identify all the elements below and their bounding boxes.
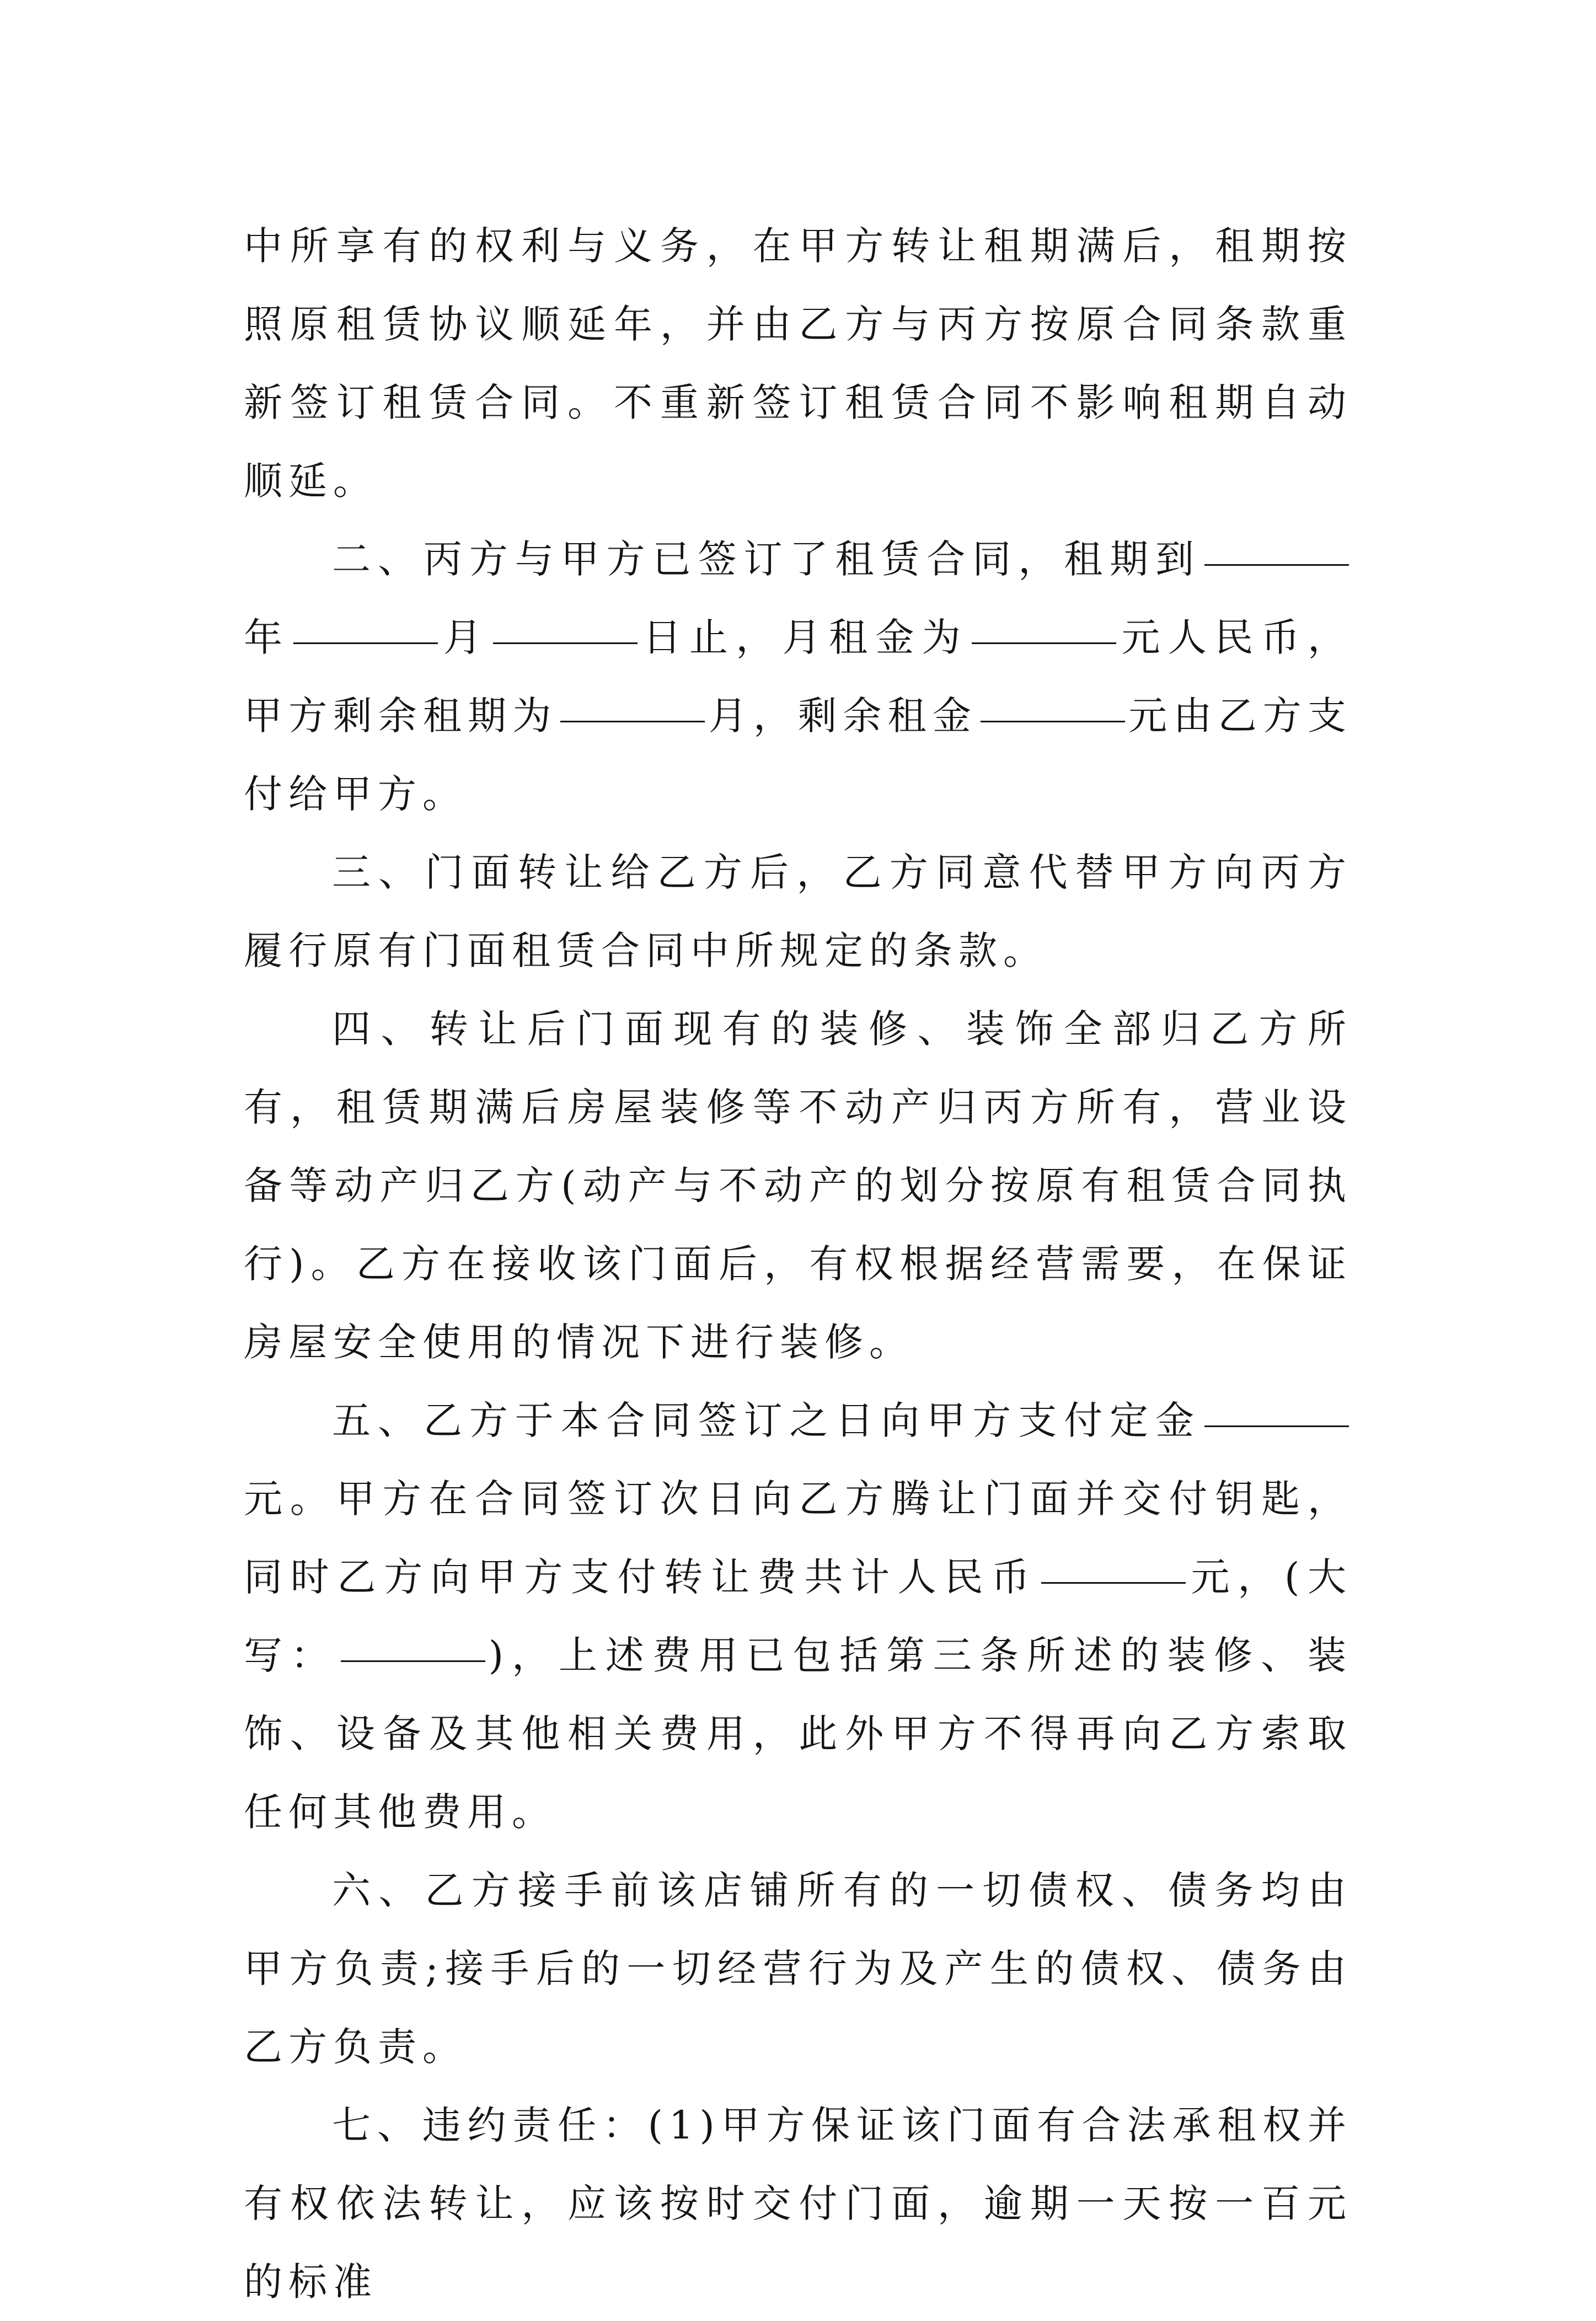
text-run: 二、丙方与甲方已签订了租赁合同，租期到 [332, 537, 1201, 582]
fill-in-blank [1204, 1425, 1349, 1427]
paragraph-clause-3 [244, 833, 1352, 990]
text-run: 元，(大写： [244, 1555, 1352, 1678]
fill-in-blank [560, 720, 705, 722]
text-run: 中所享有的权利与义务，在甲方转让租期满后，租期按照原租赁协议顺延年，并由乙方与丙方按原合同条款重新签订租赁合同。不重新签订租赁合同不影响租期自动顺延。 [244, 223, 1352, 503]
text-run: 日止，月租金为 [641, 615, 969, 660]
text-run: 月 [441, 615, 490, 660]
text-run: 元由乙方支付给甲方。 [244, 693, 1353, 817]
text-run: 六、乙方接手前该店铺所有的一切债权、债务均由甲方负责;接手后的一切经营行为及产生的债权、债务由乙方负责。 [244, 1868, 1352, 2070]
text-run: 元。甲方在合同签订次日向乙方腾让门面并交付钥匙，同时乙方向甲方支付转让费共计人民币 [244, 1476, 1352, 1600]
text-run: 四、转让后门面现有的装修、装饰全部归乙方所有，租赁期满后房屋装修等不动产归丙方所有，营业设备等动产归乙方(动产与不动产的划分按原有租赁合同执行)。乙方在接收该门面后，有权根据经营需要，在保证房屋安全使用的情况下进行装修。 [244, 1006, 1352, 1365]
paragraph-continued [244, 207, 1352, 520]
text-run: 元人民币，甲方剩余租期为 [244, 615, 1352, 738]
fill-in-blank [493, 642, 638, 644]
text-run: 月，剩余租金 [708, 693, 977, 738]
paragraph-clause-7 [244, 2086, 1352, 2321]
fill-in-blank [972, 642, 1116, 644]
document-body [244, 207, 1352, 2321]
fill-in-blank [981, 720, 1125, 722]
text-run: 三、门面转让给乙方后，乙方同意代替甲方向丙方履行原有门面租赁合同中所规定的条款。 [244, 850, 1352, 973]
fill-in-blank [293, 642, 438, 644]
paragraph-clause-2 [244, 520, 1352, 833]
text-run: 年 [244, 615, 291, 660]
text-run: 五、乙方于本合同签订之日向甲方支付定金 [332, 1398, 1201, 1443]
paragraph-clause-6 [244, 1851, 1352, 2086]
paragraph-clause-5 [244, 1381, 1352, 1851]
text-run: 七、违约责任：(1)甲方保证该门面有合法承租权并有权依法转让，应该按时交付门面，逾期一天按一百元的标准 [244, 2103, 1352, 2304]
fill-in-blank [1204, 564, 1349, 566]
fill-in-blank [1041, 1582, 1186, 1584]
fill-in-blank [341, 1660, 485, 1662]
text-run: )，上述费用已包括第三条所述的装修、装饰、设备及其他相关费用，此外甲方不得再向乙方索取任何其他费用。 [244, 1633, 1353, 1835]
paragraph-clause-4 [244, 990, 1352, 1381]
